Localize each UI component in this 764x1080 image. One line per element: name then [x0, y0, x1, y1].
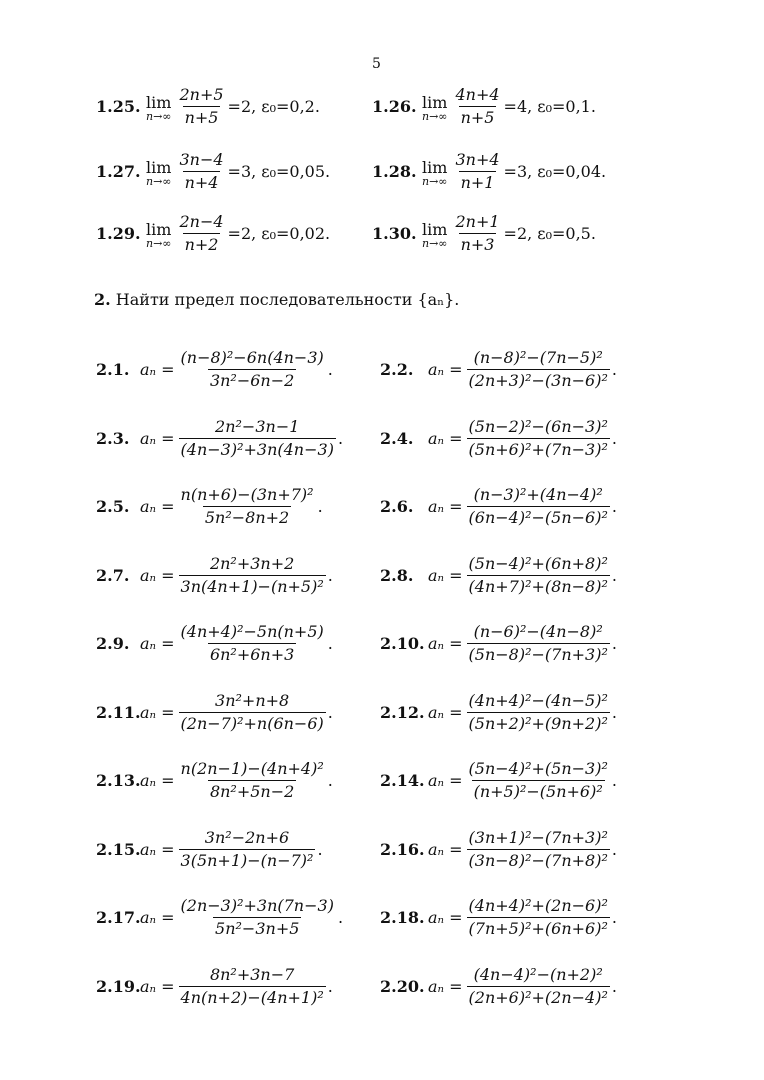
period: . — [327, 771, 333, 790]
exercise-label: 1.29. — [96, 224, 141, 243]
limit-operator — [146, 160, 171, 187]
numerator: (n−3)²+(4n−4)² — [473, 485, 603, 504]
sequence-exercise — [96, 759, 333, 802]
limit-operator — [146, 222, 171, 249]
sequence-term: aₙ = — [428, 634, 463, 653]
numerator: (n−6)²−(4n−8)² — [473, 622, 603, 641]
period: . — [337, 908, 344, 927]
numerator: 4n+4 — [455, 85, 500, 104]
fraction — [467, 348, 610, 391]
fraction — [467, 622, 610, 665]
denominator: 5n²−8n+2 — [204, 508, 290, 527]
limit-subscript: n→∞ — [422, 237, 448, 250]
sequence-exercise — [96, 417, 343, 460]
section-2-heading — [94, 290, 459, 309]
numerator: n(n+6)−(3n+7)² — [180, 485, 314, 504]
lim-word: lim — [422, 93, 448, 112]
exercise-label: 2.16. — [380, 839, 425, 859]
sequence-term: aₙ = — [428, 702, 463, 722]
fraction — [467, 691, 610, 734]
exercise-label: 2.7. — [96, 565, 130, 585]
fraction — [179, 554, 326, 597]
period: . — [611, 428, 617, 448]
sequence-term: aₙ = — [428, 771, 463, 790]
lim-word: lim — [146, 220, 172, 239]
exercise-label: 2.14. — [380, 771, 425, 790]
sequence-exercise — [380, 896, 617, 939]
exercise-label: 1.30. — [372, 224, 417, 243]
limit-exercise — [372, 85, 596, 128]
limit-exercise — [372, 150, 606, 193]
sequence-exercise — [380, 417, 617, 460]
limit-operator — [146, 95, 171, 122]
denominator: 8n²+5n−2 — [209, 782, 295, 801]
numerator: (3n+1)²−(7n+3)² — [468, 827, 608, 847]
sequence-term: aₙ = — [428, 839, 463, 859]
period: . — [327, 976, 333, 996]
sequence-term: aₙ = — [428, 497, 463, 516]
limit-exercise — [96, 85, 320, 128]
exercise-label: 1.28. — [372, 162, 417, 181]
limit-subscript: n→∞ — [422, 175, 448, 188]
fraction — [179, 691, 326, 734]
numerator: (4n+4)²−5n(n+5) — [180, 622, 324, 641]
fraction — [177, 150, 225, 193]
sequence-term: aₙ = — [140, 839, 175, 859]
numerator: (5n−4)²+(6n+8)² — [468, 553, 608, 573]
fraction — [179, 417, 336, 460]
denominator: (2n+3)²−(3n−6)² — [468, 371, 608, 390]
sequence-term: aₙ = — [140, 908, 175, 927]
sequence-exercise — [96, 622, 333, 665]
sequence-exercise — [380, 965, 617, 1008]
sequence-exercise — [96, 691, 333, 734]
period: . — [327, 702, 333, 722]
numerator: 2n−4 — [179, 212, 224, 231]
denominator: n+1 — [460, 173, 495, 192]
numerator: (4n−4)²−(n+2)² — [473, 964, 603, 984]
numerator: 3n²+n+8 — [215, 690, 290, 710]
period: . — [611, 976, 617, 996]
denominator: n+2 — [184, 235, 219, 254]
period: . — [327, 634, 333, 653]
numerator: 3n²−2n+6 — [204, 827, 290, 847]
period: . — [317, 497, 323, 516]
denominator: n+5 — [184, 108, 219, 127]
sequence-term: aₙ = — [428, 908, 463, 927]
sequence-exercise — [380, 485, 617, 528]
numerator: (n−8)²−(7n−5)² — [473, 348, 603, 367]
exercise-label: 2.9. — [96, 634, 130, 653]
sequence-term: aₙ = — [428, 428, 463, 448]
fraction — [179, 485, 316, 528]
sequence-exercise — [96, 828, 323, 871]
limit-value-epsilon: =3, ε₀=0,04. — [503, 162, 607, 181]
sequence-term: aₙ = — [140, 428, 175, 448]
fraction — [453, 212, 501, 255]
exercise-label: 2.5. — [96, 497, 130, 516]
exercise-label: 2.13. — [96, 771, 141, 790]
sequence-term: aₙ = — [140, 634, 175, 653]
exercise-label: 2.18. — [380, 908, 425, 927]
fraction — [179, 828, 316, 871]
denominator: (4n−3)²+3n(4n−3) — [180, 439, 334, 459]
period: . — [611, 702, 617, 722]
limit-operator — [422, 160, 447, 187]
exercise-label: 2.1. — [96, 360, 130, 379]
limit-value-epsilon: =4, ε₀=0,1. — [503, 97, 596, 116]
lim-word: lim — [422, 158, 448, 177]
denominator: (5n−8)²−(7n+3)² — [468, 645, 608, 664]
exercise-label: 2.6. — [380, 497, 414, 516]
numerator: (2n−3)²+3n(7n−3) — [180, 896, 334, 915]
sequence-exercise — [380, 691, 617, 734]
period: . — [327, 360, 333, 379]
sequence-term: aₙ = — [140, 702, 175, 722]
denominator: (2n+6)²+(2n−4)² — [468, 987, 608, 1007]
fraction — [179, 965, 326, 1008]
lim-word: lim — [146, 93, 172, 112]
limit-value-epsilon: =2, ε₀=0,5. — [503, 224, 596, 243]
numerator: 2n²−3n−1 — [215, 416, 300, 436]
sequence-exercise — [380, 828, 617, 871]
limit-exercise — [96, 212, 330, 255]
sequence-exercise — [96, 348, 333, 391]
numerator: n(2n−1)−(4n+4)² — [180, 759, 324, 778]
exercise-label: 1.26. — [372, 97, 417, 116]
sequence-term: aₙ = — [140, 360, 175, 379]
fraction — [467, 896, 610, 939]
sequence-term: aₙ = — [140, 976, 175, 996]
fraction — [179, 348, 326, 391]
limit-value-epsilon: =2, ε₀=0,02. — [227, 224, 331, 243]
denominator: 6n²+6n+3 — [209, 645, 295, 664]
fraction — [177, 212, 225, 255]
sequence-exercise — [96, 485, 323, 528]
denominator: (4n+7)²+(8n−8)² — [468, 576, 608, 596]
period: . — [337, 428, 344, 448]
denominator: n+3 — [460, 235, 495, 254]
numerator: (5n−4)²+(5n−3)² — [468, 759, 608, 778]
sequence-exercise — [380, 759, 617, 802]
sequence-term: aₙ = — [428, 976, 463, 996]
denominator: (5n+2)²+(9n+2)² — [468, 713, 608, 733]
fraction — [467, 554, 610, 597]
numerator: 2n²+3n+2 — [209, 553, 295, 573]
fraction — [453, 85, 501, 128]
fraction — [453, 150, 501, 193]
fraction — [467, 417, 610, 460]
sequence-exercise — [380, 554, 617, 597]
sequence-term: aₙ = — [428, 565, 463, 585]
limit-value-epsilon: =3, ε₀=0,05. — [227, 162, 331, 181]
exercise-label: 2.17. — [96, 908, 141, 927]
exercise-label: 2.3. — [96, 428, 130, 448]
period: . — [611, 908, 617, 927]
period: . — [611, 771, 617, 790]
period: . — [327, 565, 333, 585]
exercise-label: 2.10. — [380, 634, 425, 653]
fraction — [179, 622, 326, 665]
limit-subscript: n→∞ — [146, 175, 172, 188]
sequence-term: aₙ = — [140, 497, 175, 516]
numerator: 2n+1 — [455, 212, 500, 231]
exercise-label: 2.4. — [380, 428, 414, 448]
period: . — [611, 565, 617, 585]
lim-word: lim — [422, 220, 448, 239]
denominator: (7n+5)²+(6n+6)² — [468, 919, 608, 938]
exercise-label: 2.20. — [380, 976, 425, 996]
fraction — [467, 965, 610, 1008]
limit-value-epsilon: =2, ε₀=0,2. — [227, 97, 320, 116]
denominator: 3n(4n+1)−(n+5)² — [180, 576, 324, 596]
numerator: 2n+5 — [179, 85, 224, 104]
limit-exercise — [96, 150, 330, 193]
denominator: (2n−7)²+n(6n−6) — [180, 713, 324, 733]
numerator: (4n+4)²+(2n−6)² — [468, 896, 608, 915]
fraction — [467, 485, 610, 528]
numerator: (4n+4)²−(4n−5)² — [468, 690, 608, 710]
denominator: (5n+6)²+(7n−3)² — [468, 439, 608, 459]
exercise-label: 2.15. — [96, 839, 141, 859]
limit-subscript: n→∞ — [422, 110, 448, 123]
denominator: 5n²−3n+5 — [215, 919, 300, 938]
period: . — [317, 839, 323, 859]
sequence-term: aₙ = — [140, 771, 175, 790]
numerator: (5n−2)²−(6n−3)² — [468, 416, 608, 436]
limit-subscript: n→∞ — [146, 110, 172, 123]
denominator: (n+5)²−(5n+6)² — [473, 782, 603, 801]
period: . — [611, 839, 617, 859]
period: . — [611, 360, 617, 379]
fraction — [177, 85, 225, 128]
sequence-term: aₙ = — [140, 565, 175, 585]
exercise-label: 2.12. — [380, 702, 425, 722]
limit-operator — [422, 95, 447, 122]
fraction — [179, 896, 336, 939]
numerator: 3n+4 — [455, 150, 500, 169]
sequence-exercise — [380, 622, 617, 665]
limit-operator — [422, 222, 447, 249]
exercise-label: 2.11. — [96, 702, 141, 722]
denominator: n+4 — [184, 173, 219, 192]
period: . — [611, 634, 617, 653]
denominator: 3n²−6n−2 — [209, 371, 295, 390]
sequence-exercise — [380, 348, 617, 391]
exercise-label: 1.25. — [96, 97, 141, 116]
numerator: 8n²+3n−7 — [209, 964, 295, 984]
fraction — [467, 759, 610, 802]
limit-subscript: n→∞ — [146, 237, 172, 250]
exercise-label: 1.27. — [96, 162, 141, 181]
denominator: (6n−4)²−(5n−6)² — [468, 508, 608, 527]
sequence-exercise — [96, 896, 343, 939]
numerator: (n−8)²−6n(4n−3) — [180, 348, 324, 367]
limit-exercise — [372, 212, 596, 255]
denominator: n+5 — [460, 108, 495, 127]
exercise-label: 2.2. — [380, 360, 414, 379]
period: . — [611, 497, 617, 516]
fraction — [179, 759, 326, 802]
sequence-exercise — [96, 554, 333, 597]
denominator: 4n(n+2)−(4n+1)² — [180, 987, 324, 1007]
sequence-exercise — [96, 965, 333, 1008]
exercise-label: 2.19. — [96, 976, 141, 996]
fraction — [467, 828, 610, 871]
denominator: 3(5n+1)−(n−7)² — [180, 850, 314, 870]
numerator: 3n−4 — [179, 150, 224, 169]
section-description: Найти предел последовательности {aₙ}. — [115, 290, 460, 309]
denominator: (3n−8)²−(7n+8)² — [468, 850, 608, 870]
page-number: 5 — [372, 56, 381, 72]
sequence-term: aₙ = — [428, 360, 463, 379]
lim-word: lim — [146, 158, 172, 177]
exercise-label: 2.8. — [380, 565, 414, 585]
section-number: 2. — [94, 290, 111, 309]
